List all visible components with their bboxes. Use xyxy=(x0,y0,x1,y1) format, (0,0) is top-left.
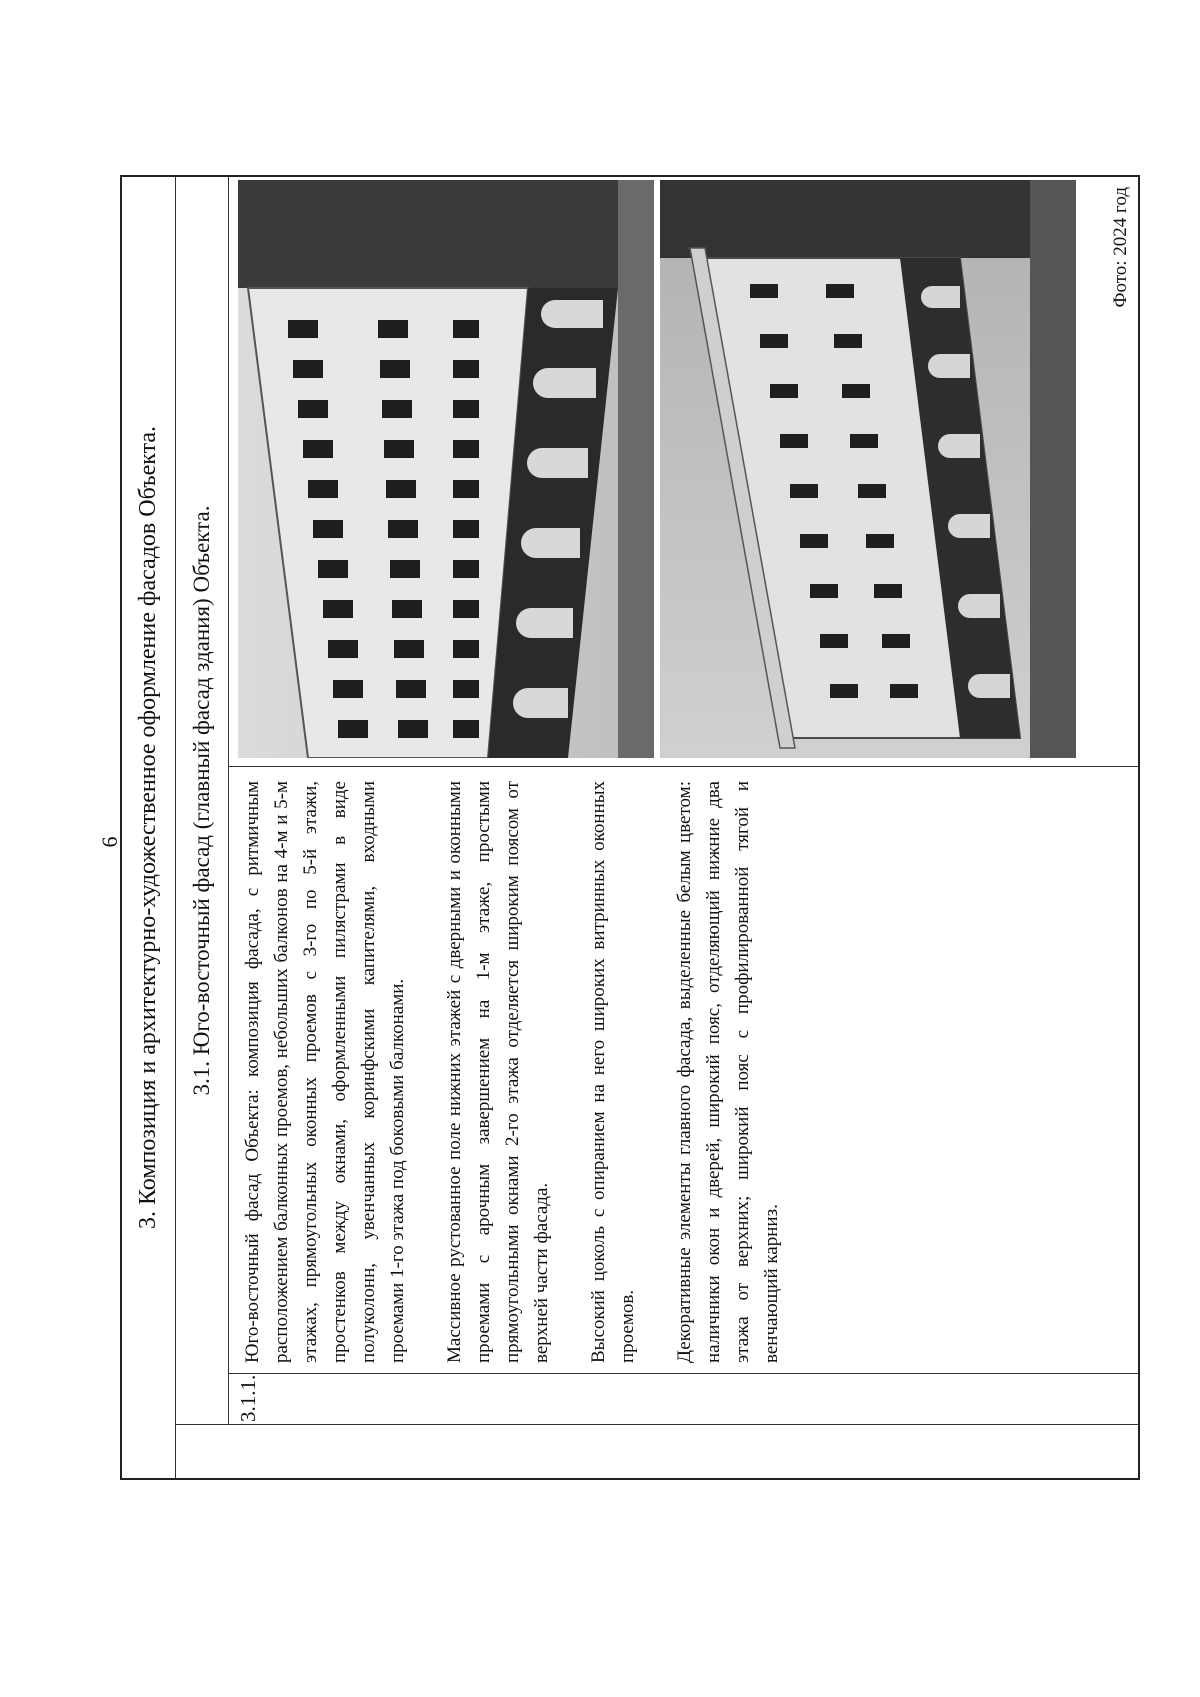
paragraph-decorative-elements: Декоративные элементы главного фасада, выделенные белым цветом: наличники окон и дверей, широкий пояс, отделяющий нижние два этажа от верхних; широкий пояс с профилированной тягой и венчающий карниз. xyxy=(674,781,782,1363)
section-title: 3. Композиция и архитектурно-художественное оформление фасадов Объекта. xyxy=(122,177,176,1478)
facade-photo-side xyxy=(660,180,1076,758)
subsection-block xyxy=(176,177,1138,1478)
number-column xyxy=(176,1424,1138,1478)
item-number: 3.1.1. xyxy=(236,1374,260,1422)
photo-column xyxy=(228,177,1138,766)
paragraph-plinth: Высокий цоколь с опиранием на него широких витринных оконных проемов. xyxy=(588,781,638,1363)
subsection-title: 3.1. Юго-восточный фасад (главный фасад здания) Объекта. xyxy=(176,177,229,1424)
facade-photo-side-image xyxy=(660,180,1076,758)
document-table xyxy=(120,175,1140,1480)
facade-photo-front xyxy=(238,180,654,758)
paragraph-facade-composition: Юго-восточный фасад Объекта: композиция фасада, с ритмичным расположением балконных проемов, небольших балконов на 4-м и 5-м этажах, прямоугольных оконных проемов с 3-го по 5-й этажи, простенков между окнами, оформленными пилястрами в виде полуколонн, увенчанных коринфскими капителями, входными проемами 1-го этажа под боковыми балконами. xyxy=(242,781,408,1363)
facade-photo-front-image xyxy=(238,180,654,758)
photo-caption: Фото: 2024 год xyxy=(1110,187,1131,308)
page-number: 6 xyxy=(97,836,122,848)
paragraph-rusticated-field: Массивное рустованное поле нижних этажей с дверными и оконными проемами с арочным завершением на 1-м этаже, простыми прямоугольными окнами 2-го этажа отделяется широким поясом от верхней части фасада. xyxy=(444,781,552,1363)
description-column xyxy=(228,766,1138,1374)
rotated-page-content xyxy=(120,175,1140,1480)
